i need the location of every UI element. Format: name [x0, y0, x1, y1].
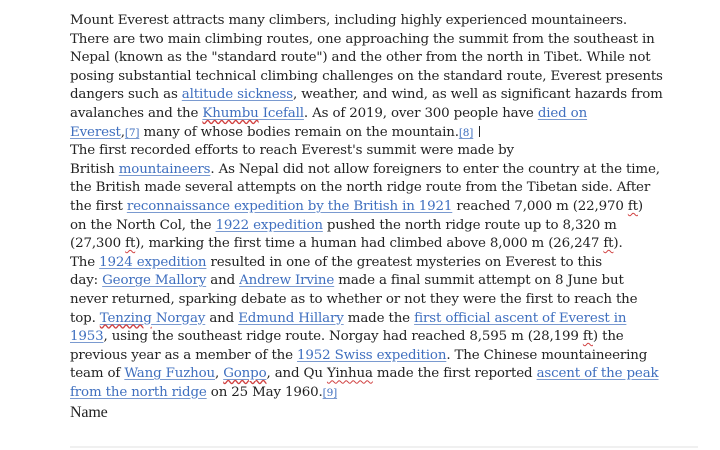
misspelled-word[interactable]: Tenzing: [99, 310, 152, 326]
citation-link[interactable]: [8]: [458, 126, 474, 139]
text-run: made a final summit attempt on 8 June but: [334, 273, 624, 289]
hyperlink[interactable]: 1924 expedition: [99, 254, 207, 270]
text-line: [70, 49, 720, 68]
text-line: [70, 31, 720, 50]
hyperlink[interactable]: Edmund Hillary: [238, 310, 344, 326]
misspelled-word[interactable]: ft: [125, 236, 136, 252]
text-run: never returned, sparking debate as to whether or not they were the first to reach the: [70, 291, 638, 307]
text-run: on the North Col, the: [70, 217, 216, 233]
text-line: [70, 68, 720, 87]
text-cursor: [479, 126, 480, 137]
text-run: . As Nepal did not allow foreigners to enter the country at the time,: [210, 161, 660, 177]
hyperlink[interactable]: ascent of the peak: [536, 366, 659, 382]
hyperlink[interactable]: 1922 expedition: [215, 217, 323, 233]
citation-link[interactable]: [7]: [124, 126, 140, 139]
text-run: , using the southeast ridge route. Norgay had reached 8,595 m (28,199: [103, 329, 583, 345]
text-line: [70, 217, 720, 236]
text-run: and: [206, 273, 240, 289]
text-run: (27,300: [70, 236, 126, 252]
text-run: pushed the north ridge route up to 8,320 m: [322, 217, 617, 233]
text-run: many of whose bodies remain on the mountain.: [139, 124, 459, 140]
text-run: on 25 May 1960.: [206, 384, 323, 400]
text-line: [70, 347, 720, 366]
hyperlink[interactable]: Wang Fuzhou: [124, 366, 215, 382]
text-run: ,: [215, 366, 224, 382]
hyperlink[interactable]: mountaineers: [118, 161, 211, 177]
text-run: ), marking the first time a human had climbed above 8,000 m (26,247: [135, 236, 604, 252]
text-run: British: [70, 161, 119, 177]
text-run: ).: [613, 236, 623, 252]
hyperlink[interactable]: first official ascent of Everest in: [414, 310, 627, 326]
text-run: and: [205, 310, 239, 326]
hyperlink[interactable]: died on: [537, 105, 588, 121]
text-line: [70, 235, 720, 254]
misspelled-word[interactable]: Gonpo: [223, 366, 267, 382]
text-line: [70, 384, 720, 403]
text-line: [70, 142, 720, 161]
text-run: top.: [70, 310, 100, 326]
misspelled-word[interactable]: ft: [603, 236, 614, 252]
bottom-divider: [70, 446, 698, 448]
text-line: [70, 105, 720, 124]
text-run: avalanches and the: [70, 105, 203, 121]
hyperlink[interactable]: George Mallory: [102, 273, 207, 289]
hyperlink[interactable]: Everest: [70, 124, 121, 140]
hyperlink[interactable]: [202, 106, 258, 121]
text-run: team of: [70, 366, 125, 382]
name-label: Name: [70, 404, 108, 422]
text-line: [70, 161, 720, 180]
text-run: reached 7,000 m (22,970: [452, 198, 628, 214]
text-line: [70, 328, 720, 347]
hyperlink[interactable]: from the north ridge: [70, 384, 207, 400]
text-run: the British made several attempts on the north ridge route from the Tibetan side. After: [70, 180, 651, 196]
misspelled-word[interactable]: Yinhua: [326, 366, 373, 382]
text-run: , and Qu: [266, 366, 327, 382]
misspelled-word[interactable]: ft: [582, 329, 593, 345]
hyperlink[interactable]: altitude sickness: [181, 87, 293, 103]
hyperlink[interactable]: 1953: [70, 329, 104, 345]
text-run: , weather, and wind, as well as significant hazards from: [293, 87, 663, 103]
misspelled-word[interactable]: ft: [627, 198, 638, 214]
text-line: [70, 198, 720, 217]
text-run: . As of 2019, over 300 people have: [303, 105, 538, 121]
text-run: previous year as a member of the: [70, 347, 298, 363]
citation-link[interactable]: [9]: [322, 386, 338, 399]
text-run: The first recorded efforts to reach Everest's summit were made by: [70, 143, 514, 159]
text-line: [70, 291, 720, 310]
text-run: made the first reported: [372, 366, 537, 382]
hyperlink[interactable]: Norgay: [151, 310, 206, 326]
text-run: the first: [70, 198, 127, 214]
hyperlink[interactable]: Andrew Irvine: [239, 273, 335, 289]
text-line: [70, 365, 720, 384]
text-run: dangers such as: [70, 87, 182, 103]
text-run: There are two main climbing routes, one approaching the summit from the southeast in: [70, 31, 655, 47]
text-line: [70, 272, 720, 291]
hyperlink[interactable]: Icefall: [258, 105, 304, 121]
hyperlink[interactable]: reconnaissance expedition by the British in 1921: [126, 198, 453, 214]
text-line: [70, 86, 720, 105]
hyperlink[interactable]: [100, 311, 152, 326]
text-run: . The Chinese mountaineering: [446, 347, 648, 363]
text-run: resulted in one of the greatest mysteries on Everest to this: [206, 254, 603, 270]
hyperlink[interactable]: 1952 Swiss expedition: [297, 347, 447, 363]
text-run: ,: [120, 124, 125, 140]
text-run: Mount Everest attracts many climbers, including highly experienced mountaineers.: [70, 13, 628, 28]
text-run: posing substantial technical climbing challenges on the standard route, Everest presents: [70, 68, 663, 84]
text-line: [70, 179, 720, 198]
misspelled-word[interactable]: Khumbu: [202, 105, 259, 121]
text-run: ): [637, 198, 643, 214]
text-run: made the: [343, 310, 415, 326]
text-run: day:: [70, 273, 103, 289]
text-run: The: [70, 254, 100, 270]
text-run: Nepal (known as the "standard route") and the other from the north in Tibet. While not: [70, 50, 651, 66]
hyperlink[interactable]: [223, 366, 266, 381]
text-line: [70, 12, 720, 31]
text-run: ) the: [592, 329, 624, 345]
text-line: [70, 310, 720, 329]
text-line: [70, 254, 720, 273]
text-line: [70, 124, 720, 143]
document-body[interactable]: [70, 12, 720, 423]
